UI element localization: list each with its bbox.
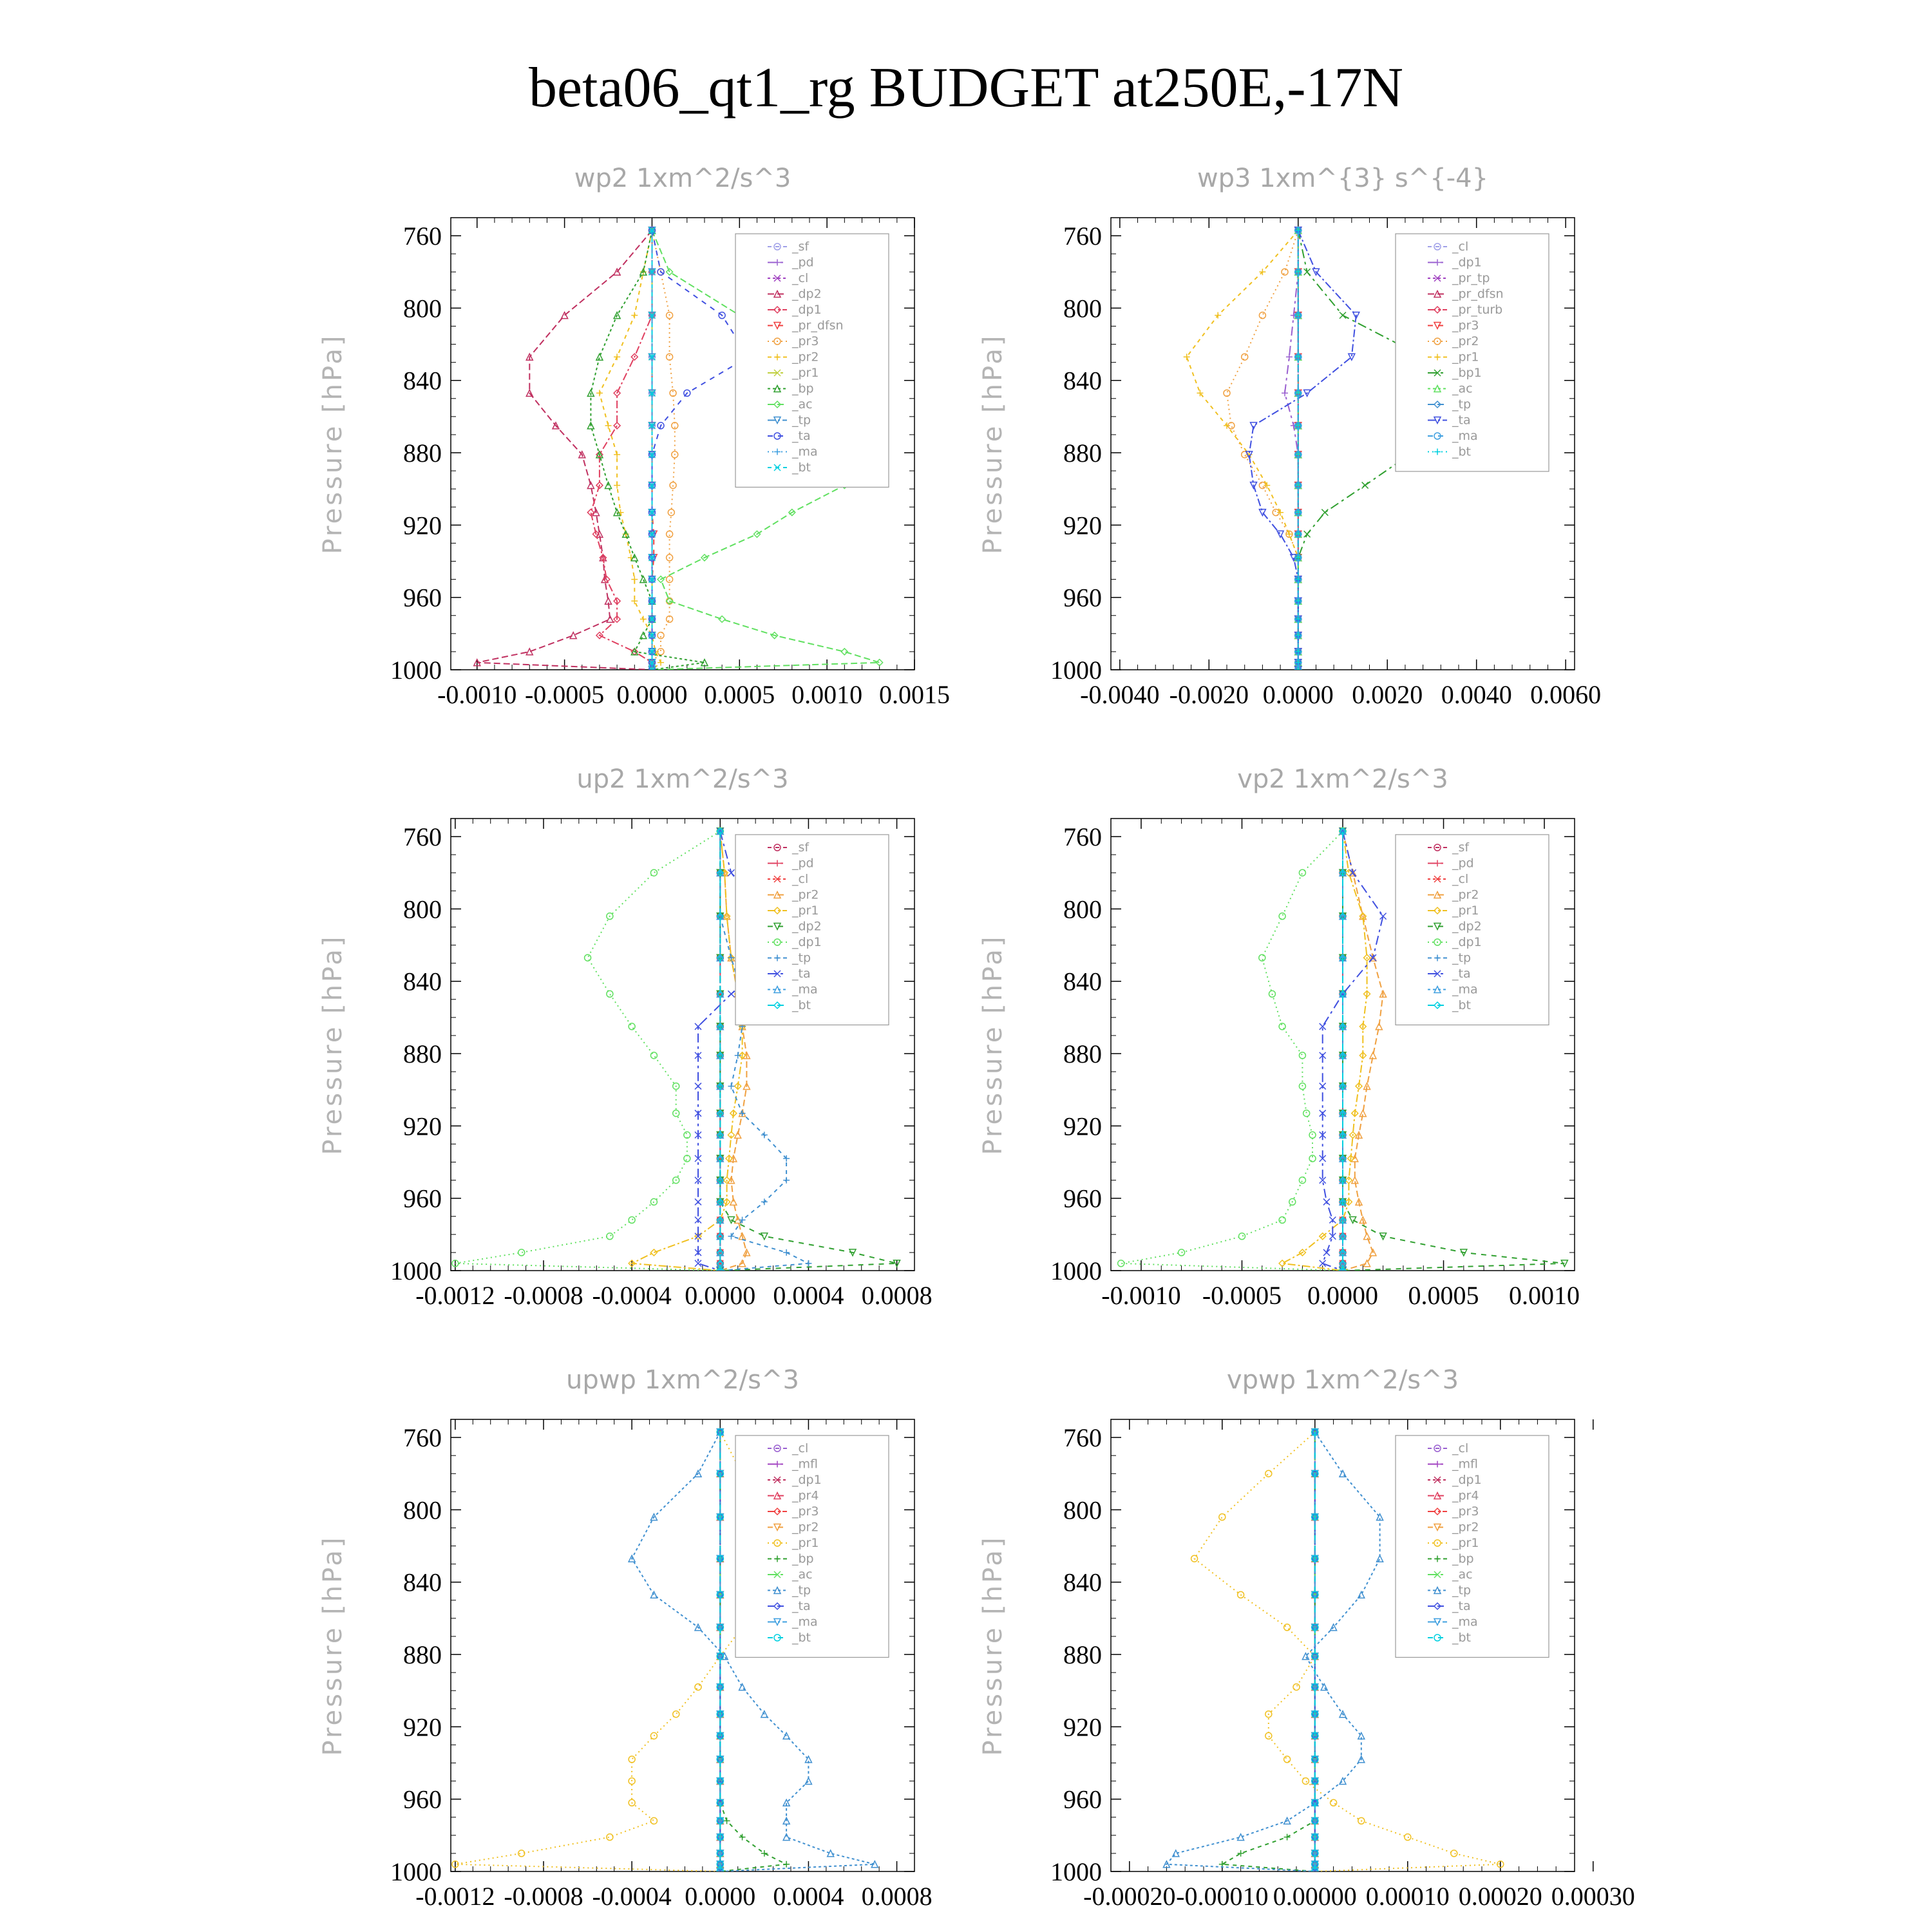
chart-panel-6: [978, 1365, 1635, 1911]
x-tick-label: 0.0010: [791, 680, 863, 709]
x-tick-label: -0.0010: [437, 680, 517, 709]
data-point: [1242, 354, 1248, 360]
legend-label: _sf: [792, 840, 810, 855]
y-axis-label: Pressure [hPa]: [978, 934, 1008, 1155]
legend-label: _pr1: [1452, 1536, 1479, 1550]
data-point: [735, 1052, 741, 1059]
panel-title: vp2 1xm^2/s^3: [1237, 764, 1448, 794]
data-point: [724, 1817, 730, 1824]
y-tick-label: 880: [1063, 439, 1102, 468]
y-tick-label: 920: [403, 511, 442, 540]
data-point: [650, 1052, 657, 1059]
data-point: [1279, 913, 1285, 920]
data-point: [1362, 482, 1368, 489]
legend-label: _sf: [792, 240, 810, 254]
data-point: [1303, 1110, 1310, 1117]
legend-label: _ma: [1452, 982, 1478, 997]
panel-title: up2 1xm^2/s^3: [576, 764, 789, 794]
series-line-pr1: [1187, 231, 1298, 670]
y-tick-label: 920: [403, 1712, 442, 1742]
legend-label: _ac: [792, 1567, 813, 1582]
x-tick-label: 0.0010: [1509, 1281, 1580, 1310]
legend-label: _tp: [1452, 951, 1472, 965]
data-point: [1293, 1684, 1300, 1690]
series-line-dp1: [1121, 831, 1343, 1271]
y-tick-label: 840: [403, 967, 442, 996]
x-tick-label: -0.0004: [592, 1882, 672, 1911]
x-tick-label: 0.0005: [704, 680, 775, 709]
data-point: [640, 632, 647, 639]
data-point: [1321, 509, 1328, 516]
legend-label: _ma: [1452, 429, 1478, 443]
data-point: [1215, 312, 1221, 319]
legend-label: _ta: [1452, 1599, 1471, 1613]
legend-label: _pr2: [792, 350, 819, 365]
data-point: [1282, 390, 1288, 396]
legend-label: _pd: [792, 255, 814, 270]
x-tick-label: -0.0012: [415, 1882, 495, 1911]
data-point: [658, 659, 664, 666]
x-tick-label: -0.00020: [1083, 1882, 1176, 1911]
y-tick-label: 1000: [390, 1256, 442, 1285]
data-point: [587, 482, 594, 489]
legend-label: _ac: [1452, 1567, 1473, 1582]
legend-label: _dp2: [1452, 919, 1482, 934]
data-point: [1299, 1052, 1305, 1059]
legend-label: _pr_dfsn: [792, 318, 844, 333]
data-point: [1284, 1756, 1291, 1763]
data-point: [607, 1233, 613, 1240]
y-tick-label: 840: [1063, 366, 1102, 395]
y-tick-label: 840: [403, 366, 442, 395]
y-tick-label: 1000: [390, 1857, 442, 1886]
x-tick-label: -0.0004: [592, 1281, 672, 1310]
legend-label: _dp1: [792, 303, 822, 317]
legend-label: _pr1: [792, 366, 819, 380]
data-point: [1323, 1249, 1330, 1256]
x-tick-label: 0.0008: [861, 1882, 933, 1911]
x-tick-label: 0.0015: [879, 680, 950, 709]
data-point: [614, 422, 620, 429]
data-point: [1350, 1217, 1356, 1223]
chart-panel-2: [978, 164, 1601, 709]
data-point: [1299, 869, 1305, 876]
data-point: [739, 1684, 746, 1690]
data-point: [783, 1177, 790, 1184]
data-point: [629, 1756, 635, 1763]
y-tick-label: 1000: [390, 656, 442, 685]
legend-label: _pr3: [1452, 318, 1479, 333]
x-tick-label: 0.0004: [773, 1281, 844, 1310]
x-tick-label: 0.00030: [1551, 1882, 1635, 1911]
legend-label: _pr2: [1452, 887, 1479, 902]
y-tick-label: 880: [403, 1039, 442, 1069]
y-tick-label: 920: [1063, 511, 1102, 540]
data-point: [1364, 1260, 1370, 1267]
data-point: [596, 390, 603, 396]
y-tick-label: 840: [403, 1567, 442, 1597]
x-tick-label: -0.0008: [504, 1882, 583, 1911]
data-point: [1323, 1198, 1330, 1205]
legend-label: _ma: [792, 982, 818, 997]
data-point: [673, 1711, 679, 1718]
series-line-pr2: [1227, 231, 1298, 670]
legend-label: _tp: [792, 1583, 811, 1598]
legend-label: _dp1: [792, 1473, 822, 1487]
legend-label: _ta: [792, 429, 811, 443]
legend-label: _dp2: [792, 287, 822, 301]
data-point: [1219, 1514, 1226, 1520]
legend-label: _tp: [1452, 1583, 1472, 1598]
legend-label: _dp1: [1452, 1473, 1482, 1487]
x-tick-label: -0.0008: [504, 1281, 583, 1310]
data-point: [728, 990, 734, 997]
legend-label: _ma: [792, 444, 818, 459]
x-tick-label: -0.0012: [415, 1281, 495, 1310]
x-tick-label: 0.0000: [685, 1882, 756, 1911]
x-tick-label: 0.00020: [1458, 1882, 1542, 1911]
data-point: [1265, 1732, 1272, 1739]
x-tick-label: 0.0020: [1352, 680, 1423, 709]
legend-label: _bt: [1452, 998, 1472, 1012]
legend-label: _pr3: [1452, 1504, 1479, 1519]
y-tick-label: 960: [1063, 583, 1102, 612]
legend-label: _pr1: [792, 904, 819, 918]
y-tick-label: 960: [1063, 1785, 1102, 1814]
data-point: [640, 616, 647, 622]
series-line-dp1: [455, 831, 720, 1271]
legend-label: _cl: [1452, 240, 1469, 254]
y-tick-label: 920: [1063, 1112, 1102, 1141]
data-point: [783, 1249, 790, 1256]
legend-label: _pr4: [792, 1488, 819, 1503]
legend-label: _pr_tp: [1452, 271, 1490, 285]
data-point: [1340, 312, 1346, 319]
data-point: [1302, 1778, 1309, 1785]
y-tick-label: 920: [403, 1112, 442, 1141]
data-point: [614, 482, 620, 489]
series-line-ta: [652, 231, 748, 670]
x-tick-label: 0.0004: [773, 1882, 844, 1911]
legend-label: _bp: [792, 1551, 814, 1566]
data-point: [667, 269, 673, 275]
legend-label: _pr_turb: [1452, 303, 1503, 317]
data-point: [1284, 1834, 1291, 1841]
legend-label: _ma: [1452, 1615, 1478, 1629]
legend-label: _tp: [1452, 397, 1472, 412]
legend-label: _cl: [1452, 872, 1469, 886]
y-axis-label: Pressure [hPa]: [318, 934, 348, 1155]
data-point: [629, 1023, 635, 1030]
data-point: [1251, 422, 1257, 429]
legend-label: _pr_dfsn: [1452, 287, 1504, 301]
data-point: [607, 616, 613, 622]
data-point: [629, 1217, 635, 1223]
y-tick-label: 880: [403, 439, 442, 468]
data-point: [1304, 531, 1311, 537]
legend-label: _pd: [1452, 856, 1474, 871]
chart-panel-3: [318, 764, 933, 1310]
data-point: [667, 576, 673, 583]
data-point: [1358, 1591, 1365, 1598]
data-point: [1279, 1217, 1285, 1223]
y-tick-label: 840: [1063, 1567, 1102, 1597]
data-point: [518, 1249, 525, 1256]
y-tick-label: 880: [1063, 1039, 1102, 1069]
data-point: [1238, 1233, 1245, 1240]
data-point: [1286, 354, 1293, 360]
series-line-tp: [1166, 1432, 1379, 1871]
data-point: [570, 632, 576, 639]
legend-label: _cl: [1452, 1441, 1469, 1455]
data-point: [1451, 1850, 1457, 1857]
y-axis-label: Pressure [hPa]: [978, 1535, 1008, 1756]
legend-label: _ta: [792, 1599, 811, 1613]
data-point: [719, 616, 725, 622]
legend-label: _pr3: [792, 1504, 819, 1519]
y-tick-label: 760: [1063, 222, 1102, 251]
data-point: [695, 1198, 701, 1205]
chart-panel-4: [978, 764, 1580, 1310]
data-point: [667, 354, 673, 360]
data-point: [614, 354, 620, 360]
data-point: [585, 954, 591, 961]
x-tick-label: 0.0005: [1408, 1281, 1479, 1310]
data-point: [783, 1861, 790, 1868]
legend-label: _cl: [792, 1441, 809, 1455]
panel-title: upwp 1xm^2/s^3: [566, 1365, 799, 1395]
x-tick-label: 0.00000: [1273, 1882, 1357, 1911]
x-tick-label: 0.0000: [685, 1281, 756, 1310]
figure-title: beta06_qt1_rg BUDGET at250E,-17N: [528, 57, 1404, 119]
data-point: [730, 1198, 737, 1205]
data-point: [605, 422, 612, 429]
data-point: [631, 576, 638, 583]
series-line-bp: [1222, 1432, 1315, 1871]
legend-label: _bp1: [1452, 366, 1482, 380]
x-tick-label: -0.0005: [524, 680, 605, 709]
data-point: [761, 1132, 768, 1138]
data-point: [1277, 531, 1283, 537]
data-point: [650, 1591, 657, 1598]
legend-label: _dp1: [792, 935, 822, 949]
legend-label: _cl: [792, 872, 809, 886]
y-tick-label: 800: [403, 294, 442, 323]
legend-label: _dp1: [1452, 935, 1482, 949]
data-point: [1376, 1023, 1382, 1030]
data-point: [1279, 1023, 1285, 1030]
data-point: [1118, 1260, 1124, 1267]
y-tick-label: 960: [403, 1184, 442, 1213]
y-tick-label: 880: [1063, 1640, 1102, 1670]
legend-label: _pr2: [792, 1520, 819, 1535]
x-tick-label: 0.00010: [1365, 1882, 1450, 1911]
panel-title: vpwp 1xm^2/s^3: [1226, 1365, 1459, 1395]
legend-label: _pr1: [792, 1536, 819, 1550]
y-tick-label: 1000: [1050, 1857, 1102, 1886]
y-tick-label: 760: [403, 1423, 442, 1453]
legend-label: _mfl: [1452, 1457, 1478, 1472]
data-point: [1405, 1834, 1411, 1841]
data-point: [526, 649, 533, 655]
data-point: [695, 1083, 701, 1090]
legend-label: _pr2: [1452, 1520, 1479, 1535]
legend-label: _pr1: [1452, 350, 1479, 365]
data-point: [1238, 1850, 1244, 1857]
legend-label: _pr2: [1452, 334, 1479, 348]
y-tick-label: 760: [1063, 1423, 1102, 1453]
y-tick-label: 760: [403, 222, 442, 251]
data-point: [658, 632, 664, 639]
y-axis-label: Pressure [hPa]: [978, 333, 1008, 554]
y-tick-label: 920: [1063, 1712, 1102, 1742]
data-point: [1377, 1555, 1383, 1562]
data-point: [607, 1834, 613, 1841]
x-tick-label: 0.0008: [861, 1281, 933, 1310]
legend-label: _bp: [792, 381, 814, 396]
chart-panel-1: [318, 164, 950, 709]
data-point: [805, 1260, 811, 1267]
legend-label: _ac: [1452, 381, 1473, 396]
data-point: [783, 1834, 790, 1841]
y-axis-label: Pressure [hPa]: [318, 333, 348, 554]
y-tick-label: 960: [403, 1785, 442, 1814]
legend-label: _ma: [792, 1615, 818, 1629]
y-tick-label: 800: [1063, 294, 1102, 323]
y-tick-label: 760: [403, 822, 442, 852]
legend-label: _bt: [792, 460, 811, 475]
data-point: [1259, 269, 1265, 275]
data-point: [607, 990, 613, 997]
y-tick-label: 880: [403, 1640, 442, 1670]
data-point: [761, 1850, 768, 1857]
data-point: [1265, 1470, 1272, 1477]
legend-label: _pd: [792, 856, 814, 871]
data-point: [650, 1817, 657, 1824]
y-tick-label: 800: [403, 1495, 442, 1525]
legend-label: _tp: [792, 951, 811, 965]
legend-label: _bp: [1452, 1551, 1474, 1566]
panel-title: wp3 1xm^{3} s^{-4}: [1197, 164, 1489, 193]
legend-label: _bt: [1452, 444, 1472, 459]
legend-label: _pr3: [792, 334, 819, 348]
legend-label: _dp2: [792, 919, 822, 934]
y-tick-label: 1000: [1050, 1256, 1102, 1285]
data-point: [1224, 390, 1230, 396]
data-point: [1299, 1177, 1305, 1184]
legend-label: _ta: [1452, 413, 1471, 428]
legend-label: _ac: [792, 397, 813, 412]
data-point: [1282, 269, 1288, 275]
data-point: [667, 531, 673, 537]
data-point: [728, 1083, 734, 1090]
panel-title: wp2 1xm^2/s^3: [574, 164, 791, 193]
legend-label: _cl: [792, 271, 809, 285]
chart-panel-5: [318, 1365, 933, 1911]
data-point: [1321, 1684, 1327, 1690]
x-tick-label: 0.0000: [616, 680, 688, 709]
legend-label: _bt: [1452, 1631, 1472, 1645]
data-point: [841, 649, 848, 655]
x-tick-label: -0.0010: [1101, 1281, 1181, 1310]
y-axis-label: Pressure [hPa]: [318, 1535, 348, 1756]
y-tick-label: 960: [1063, 1184, 1102, 1213]
data-point: [640, 576, 647, 583]
data-point: [805, 1778, 811, 1785]
series-line-pr1: [1282, 831, 1367, 1271]
legend-label: _ta: [792, 967, 811, 981]
data-point: [631, 598, 638, 604]
legend-label: _pr1: [1452, 904, 1479, 918]
data-point: [1364, 1233, 1370, 1240]
x-tick-label: -0.0020: [1169, 680, 1249, 709]
data-point: [739, 1834, 746, 1841]
data-point: [650, 869, 657, 876]
y-tick-label: 760: [1063, 822, 1102, 852]
x-tick-label: 0.0000: [1262, 680, 1334, 709]
y-tick-label: 840: [1063, 967, 1102, 996]
data-point: [735, 1132, 741, 1138]
y-tick-label: 800: [1063, 1495, 1102, 1525]
data-point: [761, 1198, 768, 1205]
y-tick-label: 1000: [1050, 656, 1102, 685]
legend-label: _tp: [792, 413, 811, 428]
data-point: [1284, 1624, 1291, 1631]
legend-label: _bt: [792, 998, 811, 1012]
legend-label: _dp1: [1452, 255, 1482, 270]
x-tick-label: 0.0040: [1441, 680, 1512, 709]
x-tick-label: 0.0060: [1530, 680, 1602, 709]
x-tick-label: 0.0000: [1307, 1281, 1378, 1310]
x-tick-label: -0.00010: [1176, 1882, 1269, 1911]
data-point: [1331, 1799, 1337, 1806]
x-tick-label: -0.0005: [1202, 1281, 1282, 1310]
y-tick-label: 800: [1063, 895, 1102, 924]
data-point: [695, 1684, 701, 1690]
legend-label: _sf: [1452, 840, 1470, 855]
legend-label: _bt: [792, 1631, 811, 1645]
legend-label: _pr4: [1452, 1488, 1479, 1503]
y-tick-label: 800: [403, 895, 442, 924]
series-line-dp1: [591, 231, 652, 670]
data-point: [631, 312, 638, 319]
legend-label: _pr2: [792, 887, 819, 902]
data-point: [761, 1233, 768, 1240]
legend-label: _ta: [1452, 967, 1471, 981]
series-line-ta: [1249, 231, 1356, 670]
y-tick-label: 960: [403, 583, 442, 612]
legend-label: _mfl: [792, 1457, 818, 1472]
data-point: [1309, 1132, 1316, 1138]
data-point: [1259, 312, 1265, 319]
series-line-dp2: [477, 231, 652, 670]
data-point: [614, 451, 620, 458]
x-tick-label: -0.0040: [1080, 680, 1160, 709]
